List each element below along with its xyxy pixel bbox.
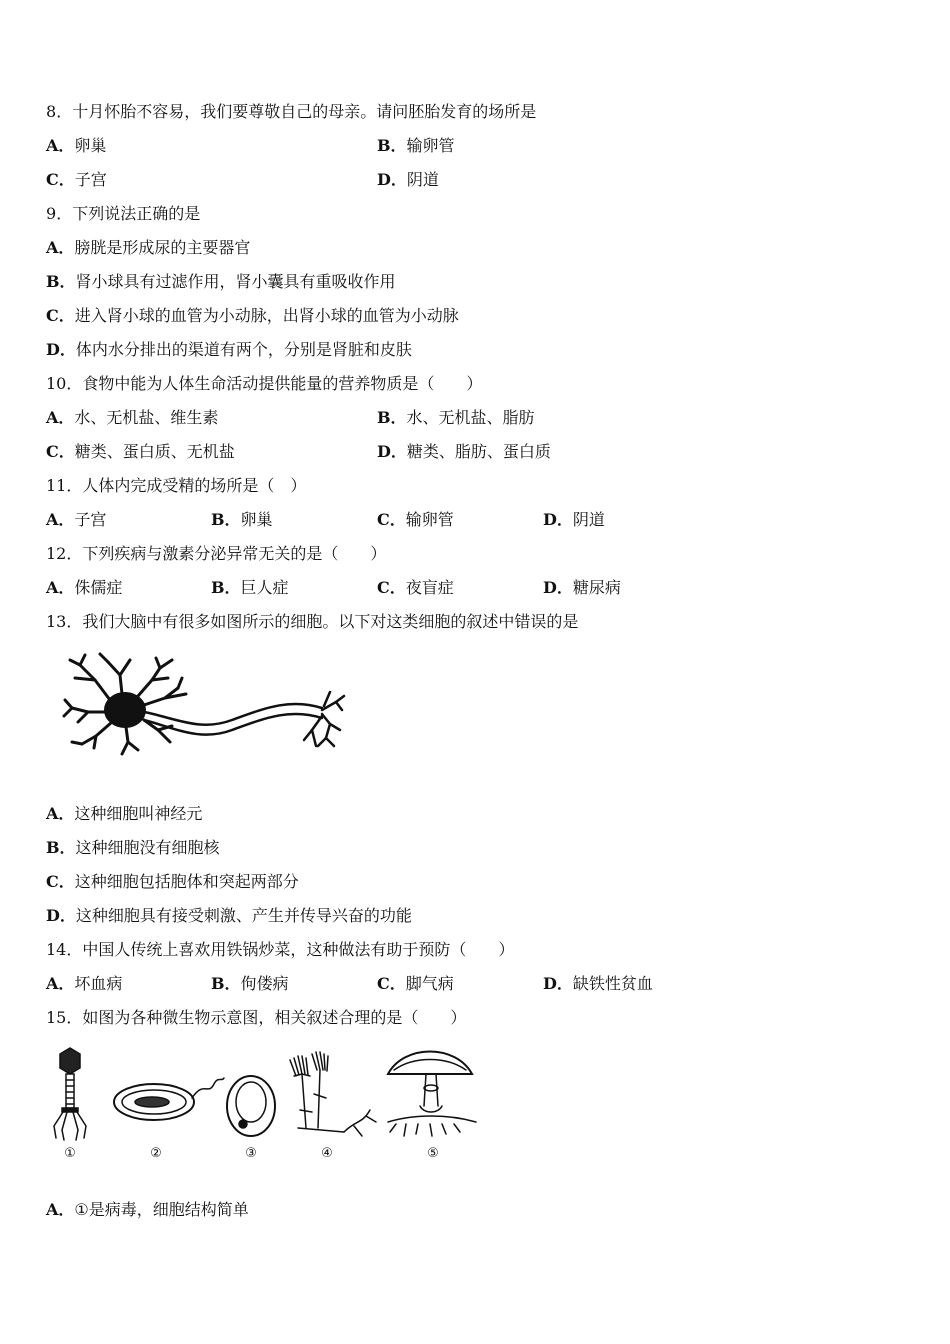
microbe-label-5: ⑤ bbox=[427, 1146, 439, 1161]
question-9-option-a[interactable]: A．膀胱是形成尿的主要器官 bbox=[46, 238, 251, 257]
question-9-option-d[interactable]: D．体内水分排出的渠道有两个，分别是肾脏和皮肤 bbox=[46, 340, 412, 359]
question-8-option-b[interactable]: B．输卵管 bbox=[377, 136, 455, 155]
question-14-option-b[interactable]: B．佝偻病 bbox=[211, 974, 289, 993]
microbe-label-1: ① bbox=[64, 1146, 76, 1161]
question-10-option-b[interactable]: B．水、无机盐、脂肪 bbox=[377, 408, 535, 427]
neuron-figure bbox=[60, 650, 350, 760]
question-13-option-a[interactable]: A．这种细胞叫神经元 bbox=[46, 804, 203, 823]
question-12-option-a[interactable]: A．侏儒症 bbox=[46, 578, 123, 597]
microbes-figure bbox=[44, 1040, 494, 1165]
question-8-option-a[interactable]: A．卵巢 bbox=[46, 136, 107, 155]
question-14-option-a[interactable]: A．坏血病 bbox=[46, 974, 123, 993]
question-12-option-c[interactable]: C．夜盲症 bbox=[377, 578, 454, 597]
yeast-drawing bbox=[227, 1076, 275, 1136]
question-11-option-c[interactable]: C．输卵管 bbox=[377, 510, 454, 529]
question-13-option-d[interactable]: D．这种细胞具有接受刺激、产生并传导兴奋的功能 bbox=[46, 906, 412, 925]
neuron-illustration bbox=[60, 650, 350, 760]
mushroom-drawing bbox=[388, 1052, 476, 1137]
microbe-label-4: ④ bbox=[321, 1146, 333, 1161]
question-10-option-a[interactable]: A．水、无机盐、维生素 bbox=[46, 408, 219, 427]
question-11-stem: 11．人体内完成受精的场所是（ ） bbox=[46, 476, 307, 495]
question-11-option-a[interactable]: A．子宫 bbox=[46, 510, 107, 529]
question-10-option-d[interactable]: D．糖类、脂肪、蛋白质 bbox=[377, 442, 551, 461]
microbes-illustration bbox=[44, 1040, 494, 1165]
question-15-option-a[interactable]: A．①是病毒，细胞结构简单 bbox=[46, 1200, 249, 1219]
question-9-stem: 9．下列说法正确的是 bbox=[46, 204, 201, 223]
question-13-option-c[interactable]: C．这种细胞包括胞体和突起两部分 bbox=[46, 872, 299, 891]
question-13-option-b[interactable]: B．这种细胞没有细胞核 bbox=[46, 838, 220, 857]
question-9-option-b[interactable]: B．肾小球具有过滤作用，肾小囊具有重吸收作用 bbox=[46, 272, 396, 291]
microbe-label-3: ③ bbox=[245, 1146, 257, 1161]
question-14-option-c[interactable]: C．脚气病 bbox=[377, 974, 454, 993]
bacterium-drawing bbox=[114, 1078, 224, 1120]
question-15-stem: 15．如图为各种微生物示意图，相关叙述合理的是（ ） bbox=[46, 1008, 467, 1027]
question-12-option-b[interactable]: B．巨人症 bbox=[211, 578, 289, 597]
question-12-option-d[interactable]: D．糖尿病 bbox=[543, 578, 621, 597]
question-8-stem: 8．十月怀胎不容易，我们要尊敬自己的母亲。请问胚胎发育的场所是 bbox=[46, 102, 537, 121]
penicillium-drawing bbox=[290, 1052, 376, 1136]
question-13-stem: 13．我们大脑中有很多如图所示的细胞。以下对这类细胞的叙述中错误的是 bbox=[46, 612, 579, 631]
question-14-option-d[interactable]: D．缺铁性贫血 bbox=[543, 974, 653, 993]
question-10-stem: 10．食物中能为人体生命活动提供能量的营养物质是（ ） bbox=[46, 374, 483, 393]
bacteriophage-drawing bbox=[54, 1048, 86, 1140]
question-8-option-d[interactable]: D．阴道 bbox=[377, 170, 439, 189]
question-12-stem: 12．下列疾病与激素分泌异常无关的是（ ） bbox=[46, 544, 387, 563]
question-11-option-b[interactable]: B．卵巢 bbox=[211, 510, 273, 529]
question-8-option-c[interactable]: C．子宫 bbox=[46, 170, 107, 189]
microbe-label-2: ② bbox=[150, 1146, 162, 1161]
question-10-option-c[interactable]: C．糖类、蛋白质、无机盐 bbox=[46, 442, 235, 461]
question-9-option-c[interactable]: C．进入肾小球的血管为小动脉，出肾小球的血管为小动脉 bbox=[46, 306, 459, 325]
question-14-stem: 14．中国人传统上喜欢用铁锅炒菜，这种做法有助于预防（ ） bbox=[46, 940, 515, 959]
question-11-option-d[interactable]: D．阴道 bbox=[543, 510, 605, 529]
